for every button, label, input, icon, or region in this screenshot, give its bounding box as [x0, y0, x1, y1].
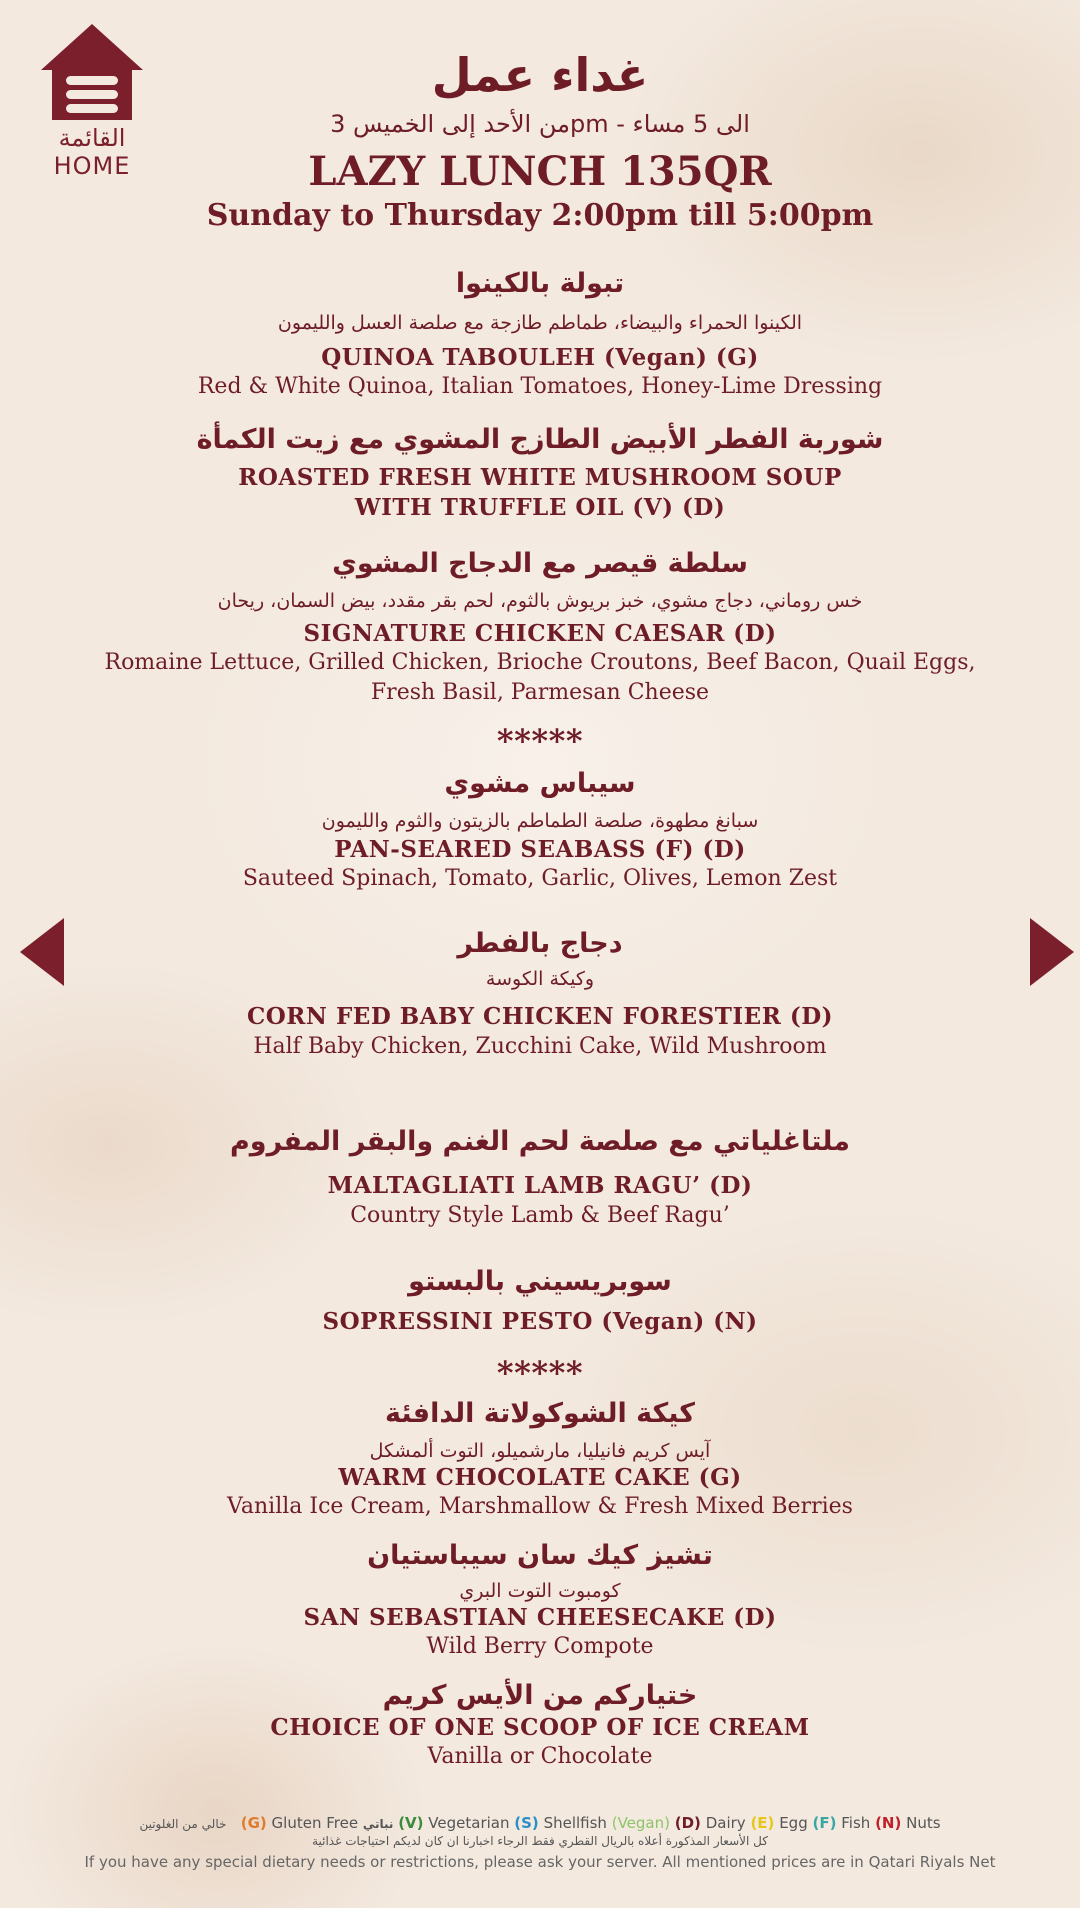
item-desc-ar: آيس كريم فانيليا، مارشميلو، التوت ألمشكل — [369, 1440, 711, 1462]
legend-f-label: Fish — [841, 1814, 871, 1832]
item-name-ar: دجاج بالفطر — [457, 928, 623, 959]
legend-veg-ar: نباتي — [362, 1817, 394, 1831]
item-name-en-cont: WITH TRUFFLE OIL (V) (D) — [354, 494, 726, 521]
item-name-ar: ختياركم من الأيس كريم — [382, 1680, 698, 1711]
page-subtitle-ar: من الأحد إلى الخميس 3pm - الى 5 مساء — [330, 110, 750, 138]
item-desc-en: Romaine Lettuce, Grilled Chicken, Brioche Croutons, Beef Bacon, Quail Eggs, — [104, 650, 976, 675]
legend-vegan-label: (Vegan) — [611, 1814, 670, 1832]
legend-n-label: Nuts — [906, 1814, 941, 1832]
item-desc-en: Wild Berry Compote — [426, 1634, 654, 1659]
item-name-ar: كيكة الشوكولاتة الدافئة — [385, 1398, 695, 1429]
item-desc-ar: سبانغ مطهوة، صلصة الطماطم بالزيتون والثوم والليمون — [321, 810, 759, 832]
legend-gluten-ar: خالي من الغلوتين — [139, 1817, 227, 1831]
legend-d-code: (D) — [674, 1814, 701, 1832]
legend-e-code: (E) — [750, 1814, 775, 1832]
legend-g-code: (G) — [240, 1814, 267, 1832]
item-name-en: SOPRESSINI PESTO (Vegan) (N) — [322, 1308, 758, 1335]
item-name-en: WARM CHOCOLATE CAKE (G) — [338, 1464, 742, 1491]
page-title-ar: غداء عمل — [431, 48, 649, 102]
item-desc-en-cont: Fresh Basil, Parmesan Cheese — [370, 680, 710, 705]
item-name-en: SIGNATURE CHICKEN CAESAR (D) — [303, 620, 777, 647]
item-desc-en: Country Style Lamb & Beef Ragu’ — [350, 1203, 730, 1228]
item-desc-en: Vanilla or Chocolate — [427, 1744, 653, 1769]
item-name-en: MALTAGLIATI LAMB RAGU’ (D) — [327, 1172, 753, 1199]
item-name-ar: سلطة قيصر مع الدجاج المشوي — [332, 548, 748, 579]
item-name-ar: سيباس مشوي — [444, 768, 636, 799]
item-name-ar: شوربة الفطر الأبيض الطازج المشوي مع زيت الكمأة — [196, 424, 884, 455]
item-name-en: CHOICE OF ONE SCOOP OF ICE CREAM — [270, 1714, 810, 1741]
item-name-en: QUINOA TABOULEH (Vegan) (G) — [321, 344, 759, 371]
item-desc-ar: الكينوا الحمراء والبيضاء، طماطم طازجة مع صلصة العسل والليمون — [277, 312, 803, 334]
item-name-ar: تشيز كيك سان سيباستيان — [367, 1540, 713, 1571]
legend-s-label: Shellfish — [543, 1814, 607, 1832]
legend-f-code: (F) — [812, 1814, 837, 1832]
item-desc-en: Red & White Quinoa, Italian Tomatoes, Honey-Lime Dressing — [197, 374, 883, 399]
home-label-en: HOME — [53, 152, 131, 180]
item-desc-ar: كومبوت التوت البري — [459, 1580, 621, 1602]
item-name-en: SAN SEBASTIAN CHEESECAKE (D) — [303, 1604, 777, 1631]
item-name-en: ROASTED FRESH WHITE MUSHROOM SOUP — [238, 464, 842, 491]
page-title-en: LAZY LUNCH 135QR — [308, 148, 772, 195]
dietary-legend — [0, 1814, 1080, 1832]
item-desc-ar: وكيكة الكوسة — [485, 968, 595, 990]
item-name-ar: ملتاغلياتي مع صلصة لحم الغنم والبقر المفروم — [230, 1126, 850, 1157]
footer-note-en: If you have any special dietary needs or restrictions, please ask your server. All mentioned prices are in Qatari Riyals Net — [84, 1853, 996, 1871]
footer-note-ar: كل الأسعار المذكورة أعلاه بالريال القطري فقط الرجاء اخبارنا ان كان لديكم احتياجات غذائية — [312, 1834, 768, 1848]
item-desc-en: Sauteed Spinach, Tomato, Garlic, Olives, Lemon Zest — [242, 866, 838, 891]
item-name-ar: سوبريسيني بالبستو — [408, 1266, 672, 1297]
item-name-ar: تبولة بالكينوا — [455, 268, 625, 299]
legend-v-label: Vegetarian — [428, 1814, 510, 1832]
item-name-en: CORN FED BABY CHICKEN FORESTIER (D) — [246, 1003, 834, 1030]
legend-d-label: Dairy — [705, 1814, 746, 1832]
legend-s-code: (S) — [514, 1814, 539, 1832]
legend-v-code: (V) — [398, 1814, 424, 1832]
legend-g-label: Gluten Free — [271, 1814, 359, 1832]
page-subtitle-en: Sunday to Thursday 2:00pm till 5:00pm — [206, 198, 874, 233]
home-label-ar: القائمة — [58, 124, 126, 152]
item-desc-en: Half Baby Chicken, Zucchini Cake, Wild Mushroom — [253, 1034, 827, 1059]
item-desc-ar: خس روماني، دجاج مشوي، خبز بريوش بالثوم، لحم بقر مقدد، بيض السمان، ريحان — [217, 590, 863, 612]
legend-e-label: Egg — [779, 1814, 808, 1832]
item-desc-en: Vanilla Ice Cream, Marshmallow & Fresh Mixed Berries — [227, 1494, 853, 1519]
legend-n-code: (N) — [875, 1814, 902, 1832]
section-separator: ***** — [496, 1354, 584, 1392]
section-separator: ***** — [496, 722, 584, 760]
item-name-en: PAN-SEARED SEABASS (F) (D) — [334, 836, 746, 863]
